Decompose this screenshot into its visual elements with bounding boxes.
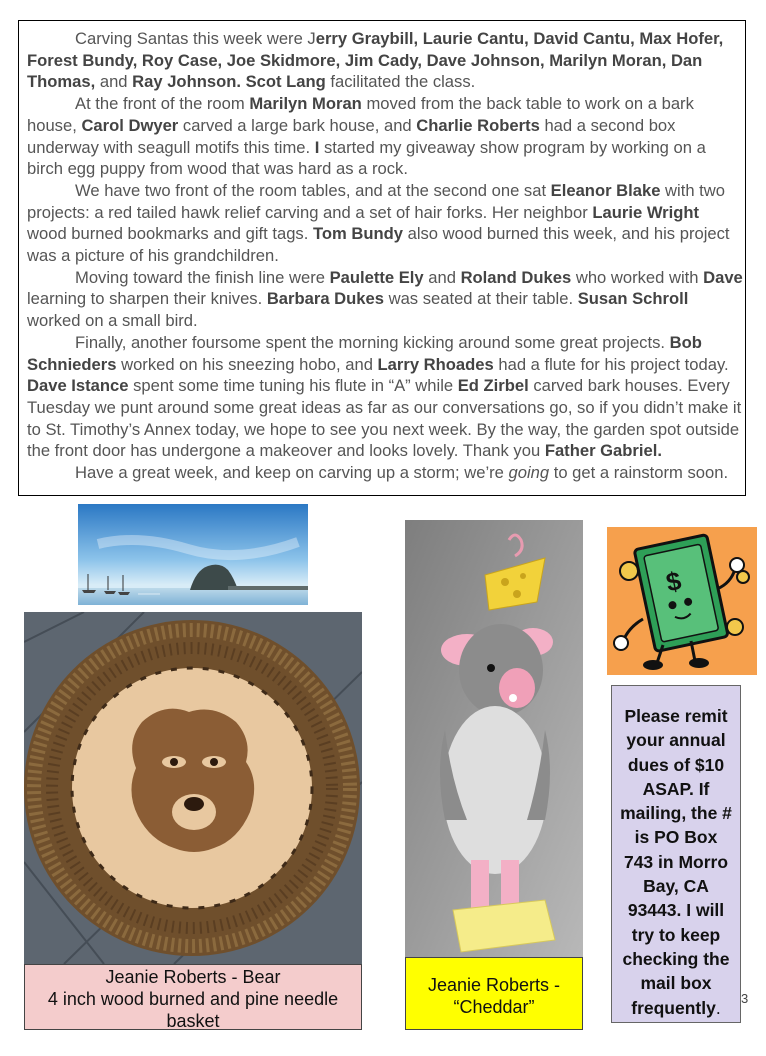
caption-title: Jeanie Roberts - “Cheddar” <box>427 975 561 1017</box>
notice-text: Please remit your annual dues of $10 ASAP. If mailing, the # is PO Box 743 in Morro Bay, CA 93443. I will try to keep checking the mail box frequently <box>620 706 732 1018</box>
money-mascot-icon <box>607 527 757 675</box>
carver-name: Ed Zirbel <box>457 376 529 396</box>
carver-name: Paulette Ely <box>329 267 424 287</box>
carver-name: Susan Schroll <box>577 289 689 309</box>
article-paragraph <box>27 267 743 332</box>
article-run: We have two front of the room tables, and at the second one sat <box>75 180 551 200</box>
carver-name: Eleanor Blake <box>550 180 661 200</box>
article-run: carved bark houses. Every Tuesday we punt around some great ideas as far as our conversations go, so if you didn’t make it to St. Timothy’s Annex today, we hope to see you next week. By the way, the garden spot outside the front door has undergone a makeover and looks lovely. Thank you <box>27 376 742 461</box>
article-run: started my giveaway show program by working on a birch egg puppy from wood that was hard as a rock. <box>27 137 706 179</box>
article-paragraph <box>27 332 743 462</box>
article-run: Moving toward the finish line were <box>75 267 330 287</box>
carver-name: Marilyn Moran <box>249 94 362 114</box>
caption-title: Jeanie Roberts - Bear <box>105 967 281 987</box>
carver-name: Dave <box>703 267 743 287</box>
article-run: and <box>423 267 461 287</box>
article-run: also wood burned this week, and his project was a picture of his grandchildren. <box>27 224 730 266</box>
article-run: moved from the back table to work on a bark house, <box>27 94 694 135</box>
carver-name: Laurie Wright <box>592 202 700 222</box>
article-paragraph <box>27 180 743 267</box>
article-run: and <box>95 72 133 92</box>
carver-name: Dave Istance <box>27 376 129 396</box>
notice-end: . <box>715 997 721 1018</box>
carver-name: Roland Dukes <box>460 267 572 287</box>
article-run: wood burned bookmarks and gift tags. <box>27 224 313 244</box>
carver-name: I <box>314 137 320 157</box>
svg-text:$: $ <box>663 565 684 598</box>
carver-name: Father Gabriel. <box>544 441 662 461</box>
article-run: Have a great week, and keep on carving up a storm; we’re <box>75 463 509 483</box>
page-number: 3 <box>741 991 749 1006</box>
morro-rock-photo <box>78 504 308 605</box>
article-run: worked on his sneezing hobo, and <box>116 354 378 374</box>
carver-name: Scot Lang <box>245 72 326 92</box>
article-run: worked on a small bird. <box>27 311 198 331</box>
caption-description: 4 inch wood burned and pine needle basket <box>47 989 339 1031</box>
article-run: had a second box underway with seagull motifs this time. <box>27 115 676 157</box>
article-run: carved a large bark house, and <box>178 115 417 135</box>
article-box <box>18 20 746 496</box>
article-run: spent some time tuning his flute in “A” while <box>128 376 458 396</box>
carver-name: Larry Rhoades <box>377 354 494 374</box>
article-run: who worked with <box>571 267 704 287</box>
article-run: to get a rainstorm soon. <box>549 463 729 483</box>
carver-name: Charlie Roberts <box>416 115 540 135</box>
carver-name: Carol Dwyer <box>81 115 179 135</box>
article-run: with two projects: a red tailed hawk relief carving and a set of hair forks. Her neighbor <box>27 180 725 222</box>
carver-name: Tom Bundy <box>312 224 403 244</box>
carver-name: Ray Johnson. <box>132 72 241 92</box>
article-run: learning to sharpen their knives. <box>27 289 267 309</box>
article-run: had a flute for his project today. <box>493 354 729 374</box>
article-run: At the front of the room <box>75 94 250 114</box>
article-run: facilitated the class. <box>325 72 476 92</box>
article-run: going <box>508 463 550 483</box>
carver-name: Barbara Dukes <box>266 289 384 309</box>
bear-basket-photo <box>24 612 362 964</box>
article-paragraph <box>27 28 743 93</box>
cheddar-caption <box>405 957 583 1030</box>
carver-name: erry Graybill, Laurie Cantu, David Cantu, Max Hofer, Forest Bundy, Roy Case, Joe Skidmore, Jim Cady, Dave Johnson, Marilyn Moran, Dan Thomas, <box>27 29 724 92</box>
cheddar-mouse-photo <box>405 520 583 957</box>
dues-notice <box>611 685 741 1023</box>
carver-name: Bob Schnieders <box>27 332 702 374</box>
bear-basket-caption <box>24 964 362 1030</box>
article-run: Carving Santas this week were J <box>75 29 316 48</box>
article-run: Finally, another foursome spent the morning kicking around some great projects. <box>75 332 670 352</box>
article-text <box>27 28 743 484</box>
article-paragraph <box>27 93 743 180</box>
article-paragraph <box>27 462 743 484</box>
article-run: was seated at their table. <box>383 289 578 309</box>
